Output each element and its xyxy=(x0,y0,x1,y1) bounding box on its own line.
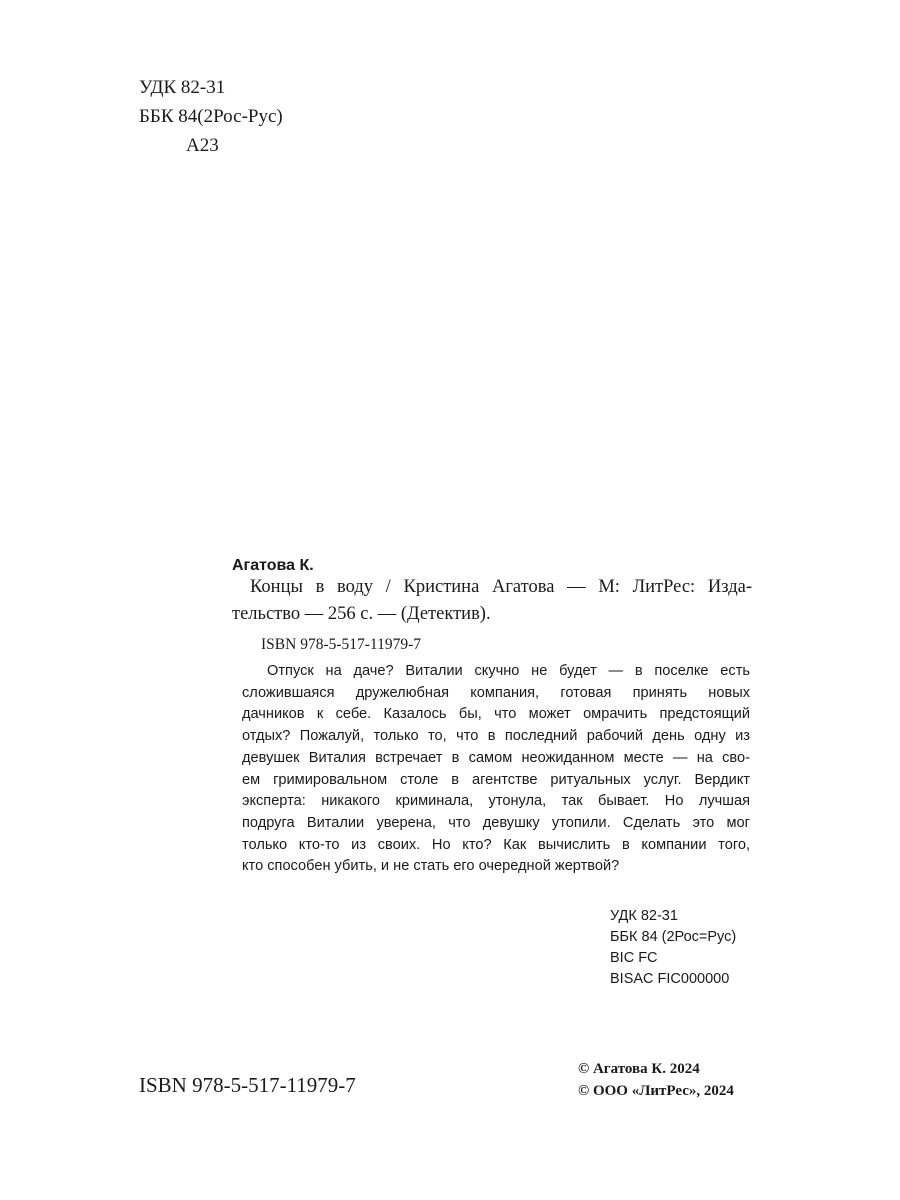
bbk-code-bottom: ББК 84 (2Рос=Рус) xyxy=(610,929,737,945)
description-line: тельство — 256 с. — (Детектив). xyxy=(232,604,491,624)
author-mark: А23 xyxy=(186,135,219,156)
annotation-line: отдых? Пожалуй, только то, что в последний рабочий день одну из xyxy=(242,728,750,745)
isbn-entry: ISBN 978-5-517-11979-7 xyxy=(261,636,422,653)
bibliographic-description xyxy=(232,574,752,628)
author-heading: Агатова К. xyxy=(232,557,314,574)
annotation-line: сложившаяся дружелюбная компания, готовая принять новых xyxy=(242,684,750,701)
annotation-line: кто способен убить, и не стать его очередной жертвой? xyxy=(242,858,620,875)
copyright-author: © Агатова К. 2024 xyxy=(578,1061,700,1077)
annotation-line: дачников к себе. Казалось бы, что может омрачить предстоящий xyxy=(242,706,750,723)
udk-code-top: УДК 82-31 xyxy=(139,77,226,98)
copyright-publisher: © ООО «ЛитРес», 2024 xyxy=(578,1083,734,1099)
bbk-code-top: ББК 84(2Рос-Рус) xyxy=(139,106,283,127)
udk-code-bottom: УДК 82-31 xyxy=(610,908,678,924)
annotation-line: только кто-то из своих. Но кто? Как вычислить в компании того, xyxy=(242,836,750,853)
isbn-footer: ISBN 978-5-517-11979-7 xyxy=(139,1073,356,1097)
annotation-line: девушек Виталия встречает в самом неожиданном месте — на сво- xyxy=(242,749,750,766)
bisac-code: BISAC FIC000000 xyxy=(610,971,730,987)
description-line: Концы в воду / Кристина Агатова — М: ЛитРес: Изда- xyxy=(250,577,752,597)
annotation-line: Отпуск на даче? Виталии скучно не будет — в поселке есть xyxy=(267,663,750,679)
annotation-line: эксперта: никакого криминала, утонула, так бывает. Но лучшая xyxy=(242,793,750,810)
annotation-paragraph xyxy=(242,661,750,878)
annotation-line: подруга Виталии уверена, что девушку утопили. Сделать это мог xyxy=(242,814,750,831)
annotation-line: ем гримировальном столе в агентстве ритуальных услуг. Вердикт xyxy=(242,771,750,788)
bic-code: BIC FC xyxy=(610,950,658,966)
